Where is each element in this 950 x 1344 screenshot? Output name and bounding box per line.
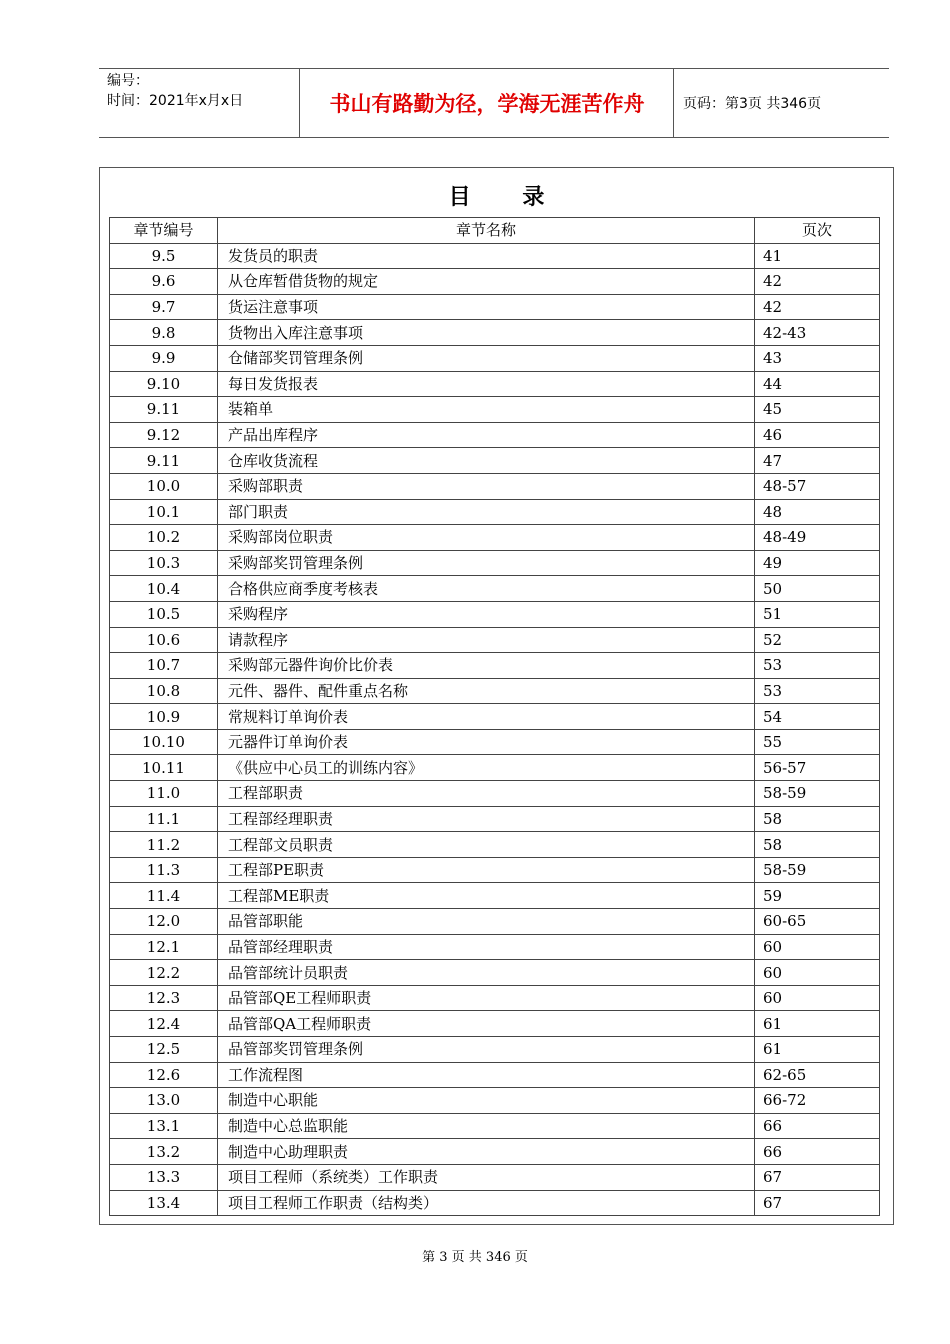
page-range: 60 xyxy=(755,934,880,960)
page-range: 66 xyxy=(755,1139,880,1165)
chapter-name: 品管部职能 xyxy=(218,909,755,935)
chapter-number: 11.3 xyxy=(110,857,218,883)
page-range: 50 xyxy=(755,576,880,602)
chapter-number: 10.4 xyxy=(110,576,218,602)
page-range: 56-57 xyxy=(755,755,880,781)
chapter-number: 9.11 xyxy=(110,397,218,423)
chapter-name: 品管部QE工程师职责 xyxy=(218,985,755,1011)
toc-header-row xyxy=(110,218,880,244)
chapter-name: 工程部ME职责 xyxy=(218,883,755,909)
toc-row xyxy=(110,422,880,448)
page-range: 44 xyxy=(755,371,880,397)
chapter-name: 品管部奖罚管理条例 xyxy=(218,1037,755,1063)
page-range: 52 xyxy=(755,627,880,653)
toc-row xyxy=(110,729,880,755)
toc-row xyxy=(110,653,880,679)
page-range: 58 xyxy=(755,832,880,858)
divider xyxy=(673,69,674,137)
chapter-number: 13.2 xyxy=(110,1139,218,1165)
chapter-number: 9.6 xyxy=(110,269,218,295)
chapter-name: 合格供应商季度考核表 xyxy=(218,576,755,602)
chapter-name: 采购部岗位职责 xyxy=(218,525,755,551)
page-range: 67 xyxy=(755,1190,880,1216)
chapter-name: 项目工程师工作职责（结构类） xyxy=(218,1190,755,1216)
chapter-name: 元件、器件、配件重点名称 xyxy=(218,678,755,704)
page-range: 61 xyxy=(755,1011,880,1037)
chapter-number: 12.5 xyxy=(110,1037,218,1063)
toc-row xyxy=(110,960,880,986)
page-info: 页码：第3页 共346页 xyxy=(683,96,822,112)
page-range: 58-59 xyxy=(755,781,880,807)
chapter-name: 货运注意事项 xyxy=(218,294,755,320)
page-range: 48 xyxy=(755,499,880,525)
chapter-name: 品管部统计员职责 xyxy=(218,960,755,986)
toc-row xyxy=(110,1037,880,1063)
toc-row xyxy=(110,857,880,883)
column-header-page: 页次 xyxy=(755,218,880,244)
page-range: 53 xyxy=(755,653,880,679)
chapter-name: 请款程序 xyxy=(218,627,755,653)
page-range: 48-49 xyxy=(755,525,880,551)
chapter-name: 工程部PE职责 xyxy=(218,857,755,883)
chapter-name: 采购部元器件询价比价表 xyxy=(218,653,755,679)
chapter-number: 13.0 xyxy=(110,1088,218,1114)
toc-row xyxy=(110,499,880,525)
chapter-name: 常规料订单询价表 xyxy=(218,704,755,730)
time-label: 时间：2021年x月x日 xyxy=(107,93,244,109)
chapter-number: 11.4 xyxy=(110,883,218,909)
chapter-number: 12.6 xyxy=(110,1062,218,1088)
toc-frame xyxy=(99,167,894,1225)
toc-row xyxy=(110,1088,880,1114)
toc-row xyxy=(110,806,880,832)
toc-row xyxy=(110,1164,880,1190)
chapter-name: 品管部QA工程师职责 xyxy=(218,1011,755,1037)
chapter-number: 11.1 xyxy=(110,806,218,832)
toc-row xyxy=(110,525,880,551)
page-range: 46 xyxy=(755,422,880,448)
toc-row xyxy=(110,473,880,499)
toc-body xyxy=(110,243,880,1216)
chapter-name: 工程部文员职责 xyxy=(218,832,755,858)
chapter-number: 9.11 xyxy=(110,448,218,474)
toc-row xyxy=(110,755,880,781)
chapter-number: 10.9 xyxy=(110,704,218,730)
toc-row xyxy=(110,909,880,935)
chapter-name: 项目工程师（系统类）工作职责 xyxy=(218,1164,755,1190)
chapter-name: 采购部奖罚管理条例 xyxy=(218,550,755,576)
page-range: 67 xyxy=(755,1164,880,1190)
chapter-number: 13.1 xyxy=(110,1113,218,1139)
toc-row xyxy=(110,627,880,653)
chapter-name: 从仓库暂借货物的规定 xyxy=(218,269,755,295)
page-range: 45 xyxy=(755,397,880,423)
chapter-number: 9.9 xyxy=(110,345,218,371)
page-range: 49 xyxy=(755,550,880,576)
chapter-number: 10.10 xyxy=(110,729,218,755)
page-range: 66-72 xyxy=(755,1088,880,1114)
chapter-name: 制造中心总监职能 xyxy=(218,1113,755,1139)
chapter-number: 9.5 xyxy=(110,243,218,269)
chapter-number: 10.2 xyxy=(110,525,218,551)
chapter-name: 工程部经理职责 xyxy=(218,806,755,832)
chapter-name: 装箱单 xyxy=(218,397,755,423)
chapter-number: 12.0 xyxy=(110,909,218,935)
chapter-number: 12.1 xyxy=(110,934,218,960)
toc-row xyxy=(110,397,880,423)
chapter-name: 工程部职责 xyxy=(218,781,755,807)
page-range: 51 xyxy=(755,601,880,627)
page-range: 41 xyxy=(755,243,880,269)
chapter-number: 12.4 xyxy=(110,1011,218,1037)
chapter-name: 仓储部奖罚管理条例 xyxy=(218,345,755,371)
page-range: 54 xyxy=(755,704,880,730)
toc-row xyxy=(110,781,880,807)
page-range: 47 xyxy=(755,448,880,474)
header-meta xyxy=(107,71,297,111)
chapter-number: 9.7 xyxy=(110,294,218,320)
page-range: 53 xyxy=(755,678,880,704)
page-range: 59 xyxy=(755,883,880,909)
page-header xyxy=(99,68,889,138)
chapter-number: 10.0 xyxy=(110,473,218,499)
chapter-number: 13.4 xyxy=(110,1190,218,1216)
chapter-number: 9.10 xyxy=(110,371,218,397)
page-range: 66 xyxy=(755,1113,880,1139)
toc-row xyxy=(110,883,880,909)
chapter-name: 采购程序 xyxy=(218,601,755,627)
page-range: 55 xyxy=(755,729,880,755)
chapter-name: 货物出入库注意事项 xyxy=(218,320,755,346)
chapter-name: 每日发货报表 xyxy=(218,371,755,397)
toc-row xyxy=(110,243,880,269)
toc-table xyxy=(109,217,880,1216)
page-range: 58 xyxy=(755,806,880,832)
chapter-number: 10.3 xyxy=(110,550,218,576)
column-header-number: 章节编号 xyxy=(110,218,218,244)
toc-row xyxy=(110,294,880,320)
toc-row xyxy=(110,320,880,346)
page-range: 42 xyxy=(755,294,880,320)
chapter-number: 11.2 xyxy=(110,832,218,858)
chapter-number: 9.8 xyxy=(110,320,218,346)
chapter-number: 9.12 xyxy=(110,422,218,448)
toc-row xyxy=(110,269,880,295)
page-range: 60 xyxy=(755,960,880,986)
page-range: 48-57 xyxy=(755,473,880,499)
toc-title: 目 录 xyxy=(448,184,567,210)
toc-row xyxy=(110,550,880,576)
chapter-name: 发货员的职责 xyxy=(218,243,755,269)
chapter-name: 部门职责 xyxy=(218,499,755,525)
chapter-number: 10.8 xyxy=(110,678,218,704)
chapter-number: 10.1 xyxy=(110,499,218,525)
toc-row xyxy=(110,1011,880,1037)
chapter-number: 10.6 xyxy=(110,627,218,653)
toc-row xyxy=(110,345,880,371)
toc-row xyxy=(110,1062,880,1088)
chapter-name: 品管部经理职责 xyxy=(218,934,755,960)
toc-row xyxy=(110,601,880,627)
page-range: 58-59 xyxy=(755,857,880,883)
chapter-name: 元器件订单询价表 xyxy=(218,729,755,755)
page-range: 42 xyxy=(755,269,880,295)
toc-row xyxy=(110,985,880,1011)
page-footer: 第 3 页 共 346 页 xyxy=(422,1250,528,1265)
column-header-name: 章节名称 xyxy=(218,218,755,244)
toc-row xyxy=(110,704,880,730)
toc-row xyxy=(110,934,880,960)
chapter-number: 10.7 xyxy=(110,653,218,679)
chapter-number: 12.2 xyxy=(110,960,218,986)
chapter-name: 制造中心助理职责 xyxy=(218,1139,755,1165)
toc-row xyxy=(110,371,880,397)
toc-row xyxy=(110,1190,880,1216)
motto: 书山有路勤为径，学海无涯苦作舟 xyxy=(329,92,645,116)
chapter-name: 制造中心职能 xyxy=(218,1088,755,1114)
page-range: 61 xyxy=(755,1037,880,1063)
page-range: 42-43 xyxy=(755,320,880,346)
toc-row xyxy=(110,678,880,704)
chapter-name: 仓库收货流程 xyxy=(218,448,755,474)
chapter-name: 《供应中心员工的训练内容》 xyxy=(218,755,755,781)
toc-row xyxy=(110,576,880,602)
divider xyxy=(299,69,300,137)
number-label: 编号： xyxy=(107,73,149,89)
toc-row xyxy=(110,832,880,858)
chapter-number: 12.3 xyxy=(110,985,218,1011)
toc-row xyxy=(110,1139,880,1165)
chapter-name: 工作流程图 xyxy=(218,1062,755,1088)
page-range: 62-65 xyxy=(755,1062,880,1088)
chapter-number: 13.3 xyxy=(110,1164,218,1190)
chapter-number: 10.5 xyxy=(110,601,218,627)
toc-row xyxy=(110,448,880,474)
page-range: 43 xyxy=(755,345,880,371)
chapter-name: 采购部职责 xyxy=(218,473,755,499)
page-range: 60-65 xyxy=(755,909,880,935)
chapter-name: 产品出库程序 xyxy=(218,422,755,448)
toc-row xyxy=(110,1113,880,1139)
chapter-number: 10.11 xyxy=(110,755,218,781)
page-range: 60 xyxy=(755,985,880,1011)
chapter-number: 11.0 xyxy=(110,781,218,807)
